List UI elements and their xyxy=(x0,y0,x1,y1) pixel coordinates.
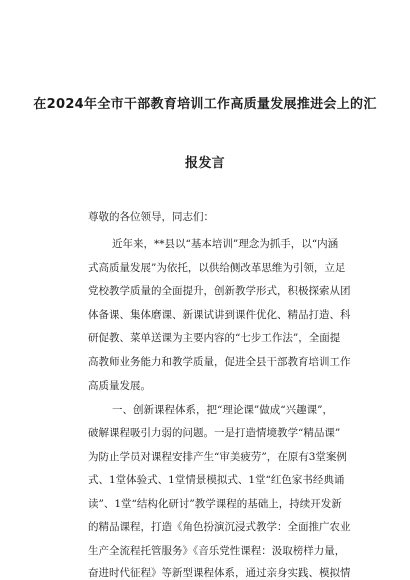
paragraph-2-line-1: 一、创新课程体系，把“理论课”做成“兴趣课”， xyxy=(112,404,333,416)
paragraph-2-line-3: 为防止学员对课程安排产生“审美疲劳”，在原有3堂案例 xyxy=(88,451,347,463)
paragraph-1-line-7: 高质量发展。 xyxy=(88,380,151,392)
paragraph-2-line-2: 破解课程吸引力弱的问题。一是打造情境教学“精品课” xyxy=(88,427,341,439)
paragraph-1-line-1: 近年来，**县以“基本培训”理念为抓手，以“内涵 xyxy=(112,238,339,250)
paragraph-2-line-4: 式、1堂体验式、1堂情景模拟式、1堂“红色家书经典诵 xyxy=(88,474,345,486)
paragraph-2-line-5: 读”、1堂“结构化研讨”教学课程的基础上，持续开发新 xyxy=(88,498,342,510)
paragraph-2-line-8: 奋进时代征程》等新型课程体系，通过亲身实践、模拟情 xyxy=(88,567,351,579)
paragraph-2-line-6: 的精品课程，打造《角色扮演沉浸式教学：全面推广农业 xyxy=(88,521,351,533)
document-title-line-2: 报发言 xyxy=(185,156,225,171)
greeting: 尊敬的各位领导，同志们： xyxy=(88,211,214,223)
paragraph-1-line-3: 党校教学质量的全面提升，创新教学形式，积极探索从团 xyxy=(88,285,351,297)
paragraph-2-line-7: 生产全流程托管服务》《音乐党性课程：汲取榜样力量， xyxy=(88,545,346,557)
paragraph-1-line-6: 高教师业务能力和教学质量，促进全县干部教育培训工作 xyxy=(88,356,351,368)
paragraph-1-line-5: 研促教、菜单送课为主要内容的“七步工作法”，全面提 xyxy=(88,332,341,344)
paragraph-1-line-4: 体备课、集体磨课、新课试讲到课件优化、精品打造、科 xyxy=(88,309,351,321)
paragraph-1-line-2: 式高质量发展”为依托，以供给侧改革思维为引领，立足 xyxy=(88,262,346,274)
document-title-line-1: 在2024年全市干部教育培训工作高质量发展推进会上的汇 xyxy=(33,97,377,112)
